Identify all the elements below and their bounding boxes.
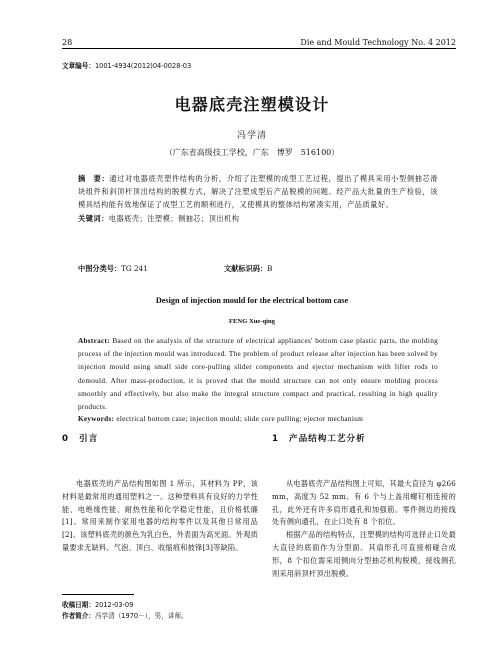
- section-1-title: 产品结构工艺分析: [288, 434, 366, 444]
- article-number-label: 文章编号：: [62, 62, 95, 70]
- abstract-cn: [78, 172, 438, 225]
- received-value: 2012-03-09: [94, 601, 134, 609]
- paper-title: 电器底壳注塑模设计: [174, 95, 330, 114]
- bio-value: 冯学清（1970－），男，讲师。: [94, 612, 188, 620]
- section-0-body: [62, 478, 258, 555]
- section-0-number: 0: [62, 434, 69, 444]
- clc-value: TG 241: [121, 264, 148, 273]
- section-0-title: 引言: [78, 434, 99, 444]
- paper-title-en: Design of injection mould for the electrical bottom case: [155, 296, 349, 305]
- section-0-paragraph: 电器底壳的产品结构图如图 1 所示，其材料为 PP，该材料是最常用的通用塑料之一。这种塑料具有良好的力学性能、电绝缘性能、耐热性能和化学稳定性能，且价格低廉[1]。常用来制作家用电器的结构零件以及其他日常用品[2]。该塑料底壳的颜色为乳白色，外表面为高光面。外观质量要求无缺料、气泡、顶白、收缩痕和披锋[3]等缺陷。: [62, 479, 258, 552]
- received-date: [62, 600, 188, 611]
- section-1-heading: [272, 432, 366, 444]
- header-rule: [62, 48, 456, 49]
- abstract-en: [78, 335, 438, 414]
- keywords-en: [78, 415, 438, 423]
- footnote-rule: [62, 594, 134, 595]
- clc-code: [78, 264, 218, 274]
- doc-code-label: 文献标识码：: [224, 264, 268, 273]
- page-number: 28: [62, 38, 73, 47]
- abstract-en-text: Based on the analysis of the structure of electrical appliances' bottom case plastic parts, the molding process of the injection mould was introduced. The problem of product release after injection has been solved by injection mould using small side core-pulling slider components and ejector mechanism with lifter rods to demould. After mass-production, it is proved that the mould structure can not only ensure molding process smoothly and effectively, but also make the integral structure compact and practical, resulting in high quality products.: [78, 337, 438, 412]
- article-number-value: 1001-4934(2012)04-0028-03: [94, 62, 192, 70]
- abstract-cn-label: 摘 要：: [78, 174, 110, 183]
- section-1-paragraph: 根据产品的结构特点，注塑模的结构可选择止口处最大直径的底面作为分型面。其扇形孔可直接相碰合成形，8 个扣位需采用侧向分型抽芯机构脱模，接线侧孔则采用斜顶杆顶出脱模。: [272, 530, 456, 578]
- received-label: 收稿日期：: [62, 601, 95, 609]
- article-number: [62, 60, 191, 70]
- bio-label: 作者简介：: [62, 612, 95, 620]
- section-1-body: [272, 478, 456, 580]
- author-name: 冯学清: [236, 131, 267, 141]
- author-bio: [62, 611, 188, 622]
- running-header: [62, 33, 456, 47]
- abstract-en-label: Abstract:: [78, 337, 110, 345]
- abstract-cn-text: 通过对电器底壳塑件结构的分析，介绍了注塑模的成型工艺过程，提出了模具采用小型侧抽芯滑块组件和斜顶杆顶出结构的脱模方式，解决了注塑成型后产品脱模的问题。经产品大批量的生产检验，该模具结构能有效地保证了成型工艺的顺利进行，又使模具的整体结构紧凑实用，产品质量好。: [78, 174, 438, 210]
- keywords-cn-text: 电器底壳；注塑模；侧抽芯；顶出机构: [108, 213, 240, 223]
- section-1-paragraph: 从电器底壳产品结构图上可知，其最大直径为 φ266 mm，高度为 52 mm。有 6 个与上盖用螺钉相连接的孔，此外还有许多肩形通孔和加强筋。零件侧边的接线处有侧向通孔，在止口处有 8 个扣位。: [272, 479, 456, 527]
- keywords-en-text: electrical bottom case; injection mould; slide core pulling; ejector mechanism: [116, 415, 364, 423]
- document-code: [224, 264, 272, 274]
- section-1-number: 1: [272, 434, 279, 444]
- journal-name: Die and Mould Technology No. 4 2012: [300, 38, 456, 47]
- keywords-cn-label: 关键词：: [78, 213, 109, 223]
- doc-code-value: B: [267, 264, 273, 273]
- footnote: [62, 600, 188, 622]
- classification-row: [78, 264, 438, 274]
- keywords-en-label: Keywords:: [78, 415, 115, 423]
- author-affiliation: （广东省高级技工学校，广东 博罗 516100）: [164, 148, 340, 157]
- section-0-heading: [62, 432, 98, 444]
- clc-label: 中图分类号：: [78, 264, 122, 273]
- author-name-en: FENG Xue-qing: [229, 318, 275, 325]
